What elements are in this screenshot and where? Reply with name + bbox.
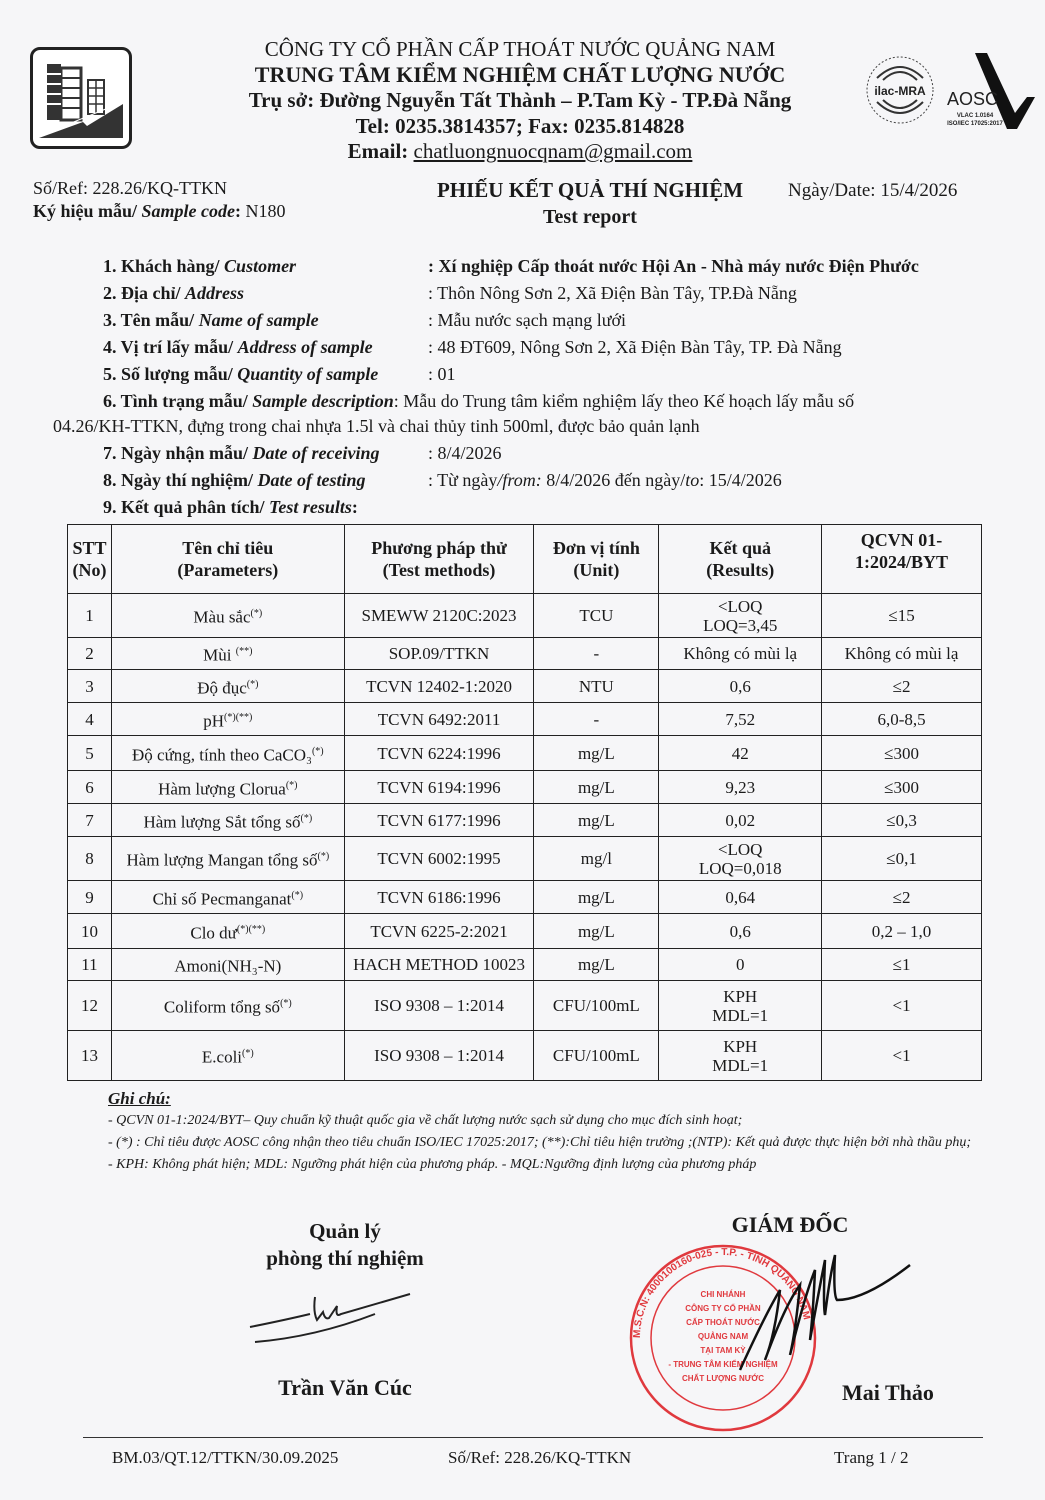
footer-form-code: BM.03/QT.12/TTKN/30.09.2025 (112, 1448, 339, 1467)
cell-method: TCVN 6194:1996 (344, 771, 534, 804)
info-label-receiving-date: 7. Ngày nhận mẫu/ Date of receiving (103, 443, 380, 463)
footer-page-number: Trang 1 / 2 (834, 1448, 909, 1467)
footer-divider (83, 1437, 983, 1438)
cell-parameter: Amoni(NH₃-N) (111, 949, 344, 981)
cell-no: 13 (68, 1031, 112, 1081)
cell-result: 0,6 (659, 914, 822, 949)
info-value-address: : Thôn Nông Sơn 2, Xã Điện Bàn Tây, TP.Đà Nẵng (428, 283, 797, 303)
info-value-sample-name: : Mẫu nước sạch mạng lưới (428, 310, 627, 330)
cell-parameter: Hàm lượng Clorua(*) (111, 771, 344, 804)
table-row (68, 914, 982, 949)
table-row (68, 670, 982, 703)
info-row-description (103, 391, 854, 412)
table-row (68, 736, 982, 771)
info-label-sample-name: 3. Tên mẫu/ Name of sample (103, 310, 319, 330)
cell-limit: Không có mùi lạ (822, 638, 982, 670)
sample-code-value: N180 (245, 201, 286, 221)
cell-method: ISO 9308 – 1:2014 (344, 981, 534, 1031)
ilac-mra-icon (865, 50, 935, 130)
cell-unit: mg/L (534, 771, 659, 804)
building-logo-icon (33, 50, 129, 146)
email-line (200, 139, 840, 164)
cell-parameter: Màu sắc(*) (111, 594, 344, 638)
info-value-description: : Mẫu do Trung tâm kiểm nghiệm lấy theo Kế hoạch lấy mẫu số (393, 391, 855, 411)
cell-no: 6 (68, 771, 112, 804)
cell-result: KPH MDL=1 (659, 981, 822, 1031)
cell-unit: mg/l (534, 837, 659, 881)
table-row (68, 771, 982, 804)
sample-code-label-en: Sample code (141, 201, 236, 221)
email-link[interactable]: chatluongnuocqnam@gmail.com (413, 139, 693, 163)
lab-manager-title (230, 1218, 460, 1272)
notes-heading: Ghi chú: (108, 1089, 171, 1108)
cell-unit: - (534, 638, 659, 670)
info-value-customer: : Xí nghiệp Cấp thoát nước Hội An - Nhà máy nước Điện Phước (428, 256, 919, 276)
cell-result: Không có mùi lạ (659, 638, 822, 670)
cell-result: 0,64 (659, 881, 822, 914)
table-header-row (68, 525, 982, 594)
report-title: PHIẾU KẾT QUẢ THÍ NGHIỆM (436, 178, 744, 202)
cell-no: 1 (68, 594, 112, 638)
info-label-description: 6. Tình trạng mẫu/ Sample description (103, 391, 394, 411)
cell-limit: ≤2 (822, 670, 982, 703)
company-name: CÔNG TY CỔ PHẦN CẤP THOÁT NƯỚC QUẢNG NAM (264, 37, 776, 61)
col-header-unit: Đơn vị tính (Unit) (534, 525, 659, 594)
cell-method: HACH METHOD 10023 (344, 949, 534, 981)
cell-limit: <1 (822, 981, 982, 1031)
cell-no: 9 (68, 881, 112, 914)
cell-no: 10 (68, 914, 112, 949)
info-label-address: 2. Địa chỉ/ Address (103, 283, 245, 303)
stamp-line: TẠI TAM KỲ (700, 1346, 746, 1355)
cell-unit: TCU (534, 594, 659, 638)
cell-no: 8 (68, 837, 112, 881)
cell-limit: ≤2 (822, 881, 982, 914)
results-table (67, 524, 982, 1081)
cell-no: 2 (68, 638, 112, 670)
cell-limit: ≤0,1 (822, 837, 982, 881)
aosc-logo (945, 45, 1035, 135)
info-value-receiving-date: : 8/4/2026 (428, 443, 502, 463)
director-title: GIÁM ĐỐC (731, 1212, 849, 1237)
cell-limit: ≤300 (822, 736, 982, 771)
lab-manager-title-1: Quản lý (309, 1219, 381, 1243)
cell-method: TCVN 6177:1996 (344, 804, 534, 837)
cell-parameter: E.coli(*) (111, 1031, 344, 1081)
cell-limit: ≤1 (822, 949, 982, 981)
cell-limit: 6,0-8,5 (822, 703, 982, 736)
cell-parameter: Chỉ số Pecmanganat(*) (111, 881, 344, 914)
note-line: - (*) : Chỉ tiêu được AOSC công nhận theo tiêu chuẩn ISO/IEC 17025:2017; (**):Chỉ tiêu hiện trường ;(NTP): Kết quả được thực hiện bởi nhà thầu phụ; (108, 1135, 972, 1150)
col-header-standard: QCVN 01- 1:2024/BYT (822, 525, 982, 594)
cell-result: 0,6 (659, 670, 822, 703)
notes-section (108, 1088, 1008, 1176)
table-row (68, 881, 982, 914)
cell-result: 0,02 (659, 804, 822, 837)
cell-parameter: Độ cứng, tính theo CaCO₃(*) (111, 736, 344, 771)
cell-method: TCVN 6225-2:2021 (344, 914, 534, 949)
table-row (68, 1031, 982, 1081)
cell-unit: - (534, 703, 659, 736)
cell-result: 9,23 (659, 771, 822, 804)
info-value-description-cont: 04.26/KH-TTKN, đựng trong chai nhựa 1.5l và chai thủy tinh 500ml, được bảo quản lạnh (53, 416, 700, 436)
cell-parameter: Độ đục(*) (111, 670, 344, 703)
cell-unit: mg/L (534, 914, 659, 949)
email-label: Email: (347, 139, 409, 163)
cell-no: 4 (68, 703, 112, 736)
sample-code: Ký hiệu mẫu/ Sample code: N180 (33, 201, 286, 221)
note-line: - QCVN 01-1:2024/BYT– Quy chuẩn kỹ thuật quốc gia về chất lượng nước sạch sử dụng cho mục đích sinh hoạt; (108, 1113, 743, 1128)
iso-text: ISO/IEC 17025:2017 (947, 121, 1003, 127)
col-header-results: Kết quả (Results) (659, 525, 822, 594)
info-label-quantity: 5. Số lượng mẫu/ Quantity of sample (103, 364, 379, 384)
cell-unit: CFU/100mL (534, 1031, 659, 1081)
cell-unit: mg/L (534, 949, 659, 981)
aosc-text: AOSC (947, 89, 999, 109)
stamp-line: CÔNG TY CỔ PHẦN (685, 1304, 761, 1313)
phone-fax: Tel: 0235.3814357; Fax: 0235.814828 (355, 114, 685, 138)
cell-limit: ≤15 (822, 594, 982, 638)
info-label-test-results: 9. Kết quả phân tích/ Test results: (103, 497, 358, 517)
cell-limit: ≤300 (822, 771, 982, 804)
table-row (68, 949, 982, 981)
info-value-testing-date: : Từ ngày/from: 8/4/2026 đến ngày/to: 15/4/2026 (428, 470, 782, 490)
cell-method: TCVN 6002:1995 (344, 837, 534, 881)
cell-unit: mg/L (534, 736, 659, 771)
center-name: TRUNG TÂM KIỂM NGHIỆM CHẤT LƯỢNG NƯỚC (254, 62, 786, 87)
note-line: - KPH: Không phát hiện; MDL: Ngưỡng phát hiện của phương pháp. - MQL:Ngưỡng định lượng của phương pháp (108, 1157, 757, 1172)
col-header-no: STT (No) (68, 525, 112, 594)
info-label-customer: 1. Khách hàng/ Customer (103, 256, 297, 276)
stamp-line: - TRUNG TÂM KIỂM NGHIỆM (668, 1360, 778, 1369)
cell-parameter: Hàm lượng Mangan tổng số(*) (111, 837, 344, 881)
cell-method: SOP.09/TTKN (344, 638, 534, 670)
cell-method: SMEWW 2120C:2023 (344, 594, 534, 638)
lab-manager-name: Trần Văn Cúc (278, 1375, 412, 1400)
cell-result: 42 (659, 736, 822, 771)
cell-parameter: Mùi (**) (111, 638, 344, 670)
cell-method: ISO 9308 – 1:2014 (344, 1031, 534, 1081)
cell-method: TCVN 6224:1996 (344, 736, 534, 771)
cell-unit: CFU/100mL (534, 981, 659, 1031)
cell-unit: mg/L (534, 881, 659, 914)
office-address: Trụ sở: Đường Nguyễn Tất Thành – P.Tam Kỳ - TP.Đà Nẵng (248, 88, 792, 112)
lab-manager-title-2: phòng thí nghiệm (266, 1246, 424, 1270)
cell-result: 7,52 (659, 703, 822, 736)
cell-unit: mg/L (534, 804, 659, 837)
cell-method: TCVN 12402-1:2020 (344, 670, 534, 703)
cell-parameter: Hàm lượng Sắt tổng số(*) (111, 804, 344, 837)
cell-method: TCVN 6492:2011 (344, 703, 534, 736)
info-value-quantity: : 01 (428, 364, 456, 384)
director-name: Mai Thảo (842, 1380, 934, 1405)
cell-no: 11 (68, 949, 112, 981)
cell-limit: ≤0,3 (822, 804, 982, 837)
stamp-ring-text: M.S.C.N: 4000100160-025 - T.P. - TỈNH QUẢNG NAM (631, 1246, 812, 1339)
table-row (68, 703, 982, 736)
col-header-methods: Phương pháp thử (Test methods) (344, 525, 534, 594)
stamp-line: QUẢNG NAM (697, 1332, 749, 1341)
info-label-testing-date: 8. Ngày thí nghiệm/ Date of testing (103, 470, 366, 490)
table-row (68, 594, 982, 638)
report-title-en: Test report (543, 206, 637, 228)
table-row (68, 837, 982, 881)
sample-code-label: Ký hiệu mẫu/ (33, 201, 138, 221)
table-row (68, 981, 982, 1031)
info-label-sample-address: 4. Vị trí lấy mẫu/ Address of sample (103, 337, 373, 357)
table-row (68, 638, 982, 670)
cell-result: 0 (659, 949, 822, 981)
col-header-parameters: Tên chỉ tiêu (Parameters) (111, 525, 344, 594)
cell-parameter: pH(*)(**) (111, 703, 344, 736)
cell-unit: NTU (534, 670, 659, 703)
cell-no: 12 (68, 981, 112, 1031)
director-signature-icon (725, 1245, 915, 1375)
cell-no: 3 (68, 670, 112, 703)
stamp-line: CHI NHÁNH (700, 1290, 746, 1299)
cell-parameter: Clo dư(*)(**) (111, 914, 344, 949)
cell-method: TCVN 6186:1996 (344, 881, 534, 914)
report-date: Ngày/Date: 15/4/2026 (788, 180, 958, 201)
cell-parameter: Coliform tổng số(*) (111, 981, 344, 1031)
company-logo (30, 47, 132, 149)
cell-result: <LOQ LOQ=0,018 (659, 837, 822, 881)
footer-ref: Số/Ref: 228.26/KQ-TTKN (448, 1448, 632, 1467)
cell-no: 5 (68, 736, 112, 771)
stamp-line: CHẤT LƯỢNG NƯỚC (681, 1374, 765, 1383)
cell-limit: <1 (822, 1031, 982, 1081)
ilac-mra-logo (865, 50, 935, 130)
reference-number: Số/Ref: 228.26/KQ-TTKN (33, 178, 227, 198)
ilac-text: ilac-MRA (874, 84, 926, 98)
cell-limit: 0,2 – 1,0 (822, 914, 982, 949)
aosc-icon (945, 45, 1035, 135)
cell-result: <LOQ LOQ=3,45 (659, 594, 822, 638)
vlac-text: VLAC 1.0164 (956, 113, 994, 119)
lab-manager-signature-icon (245, 1292, 420, 1352)
table-row (68, 804, 982, 837)
cell-result: KPH MDL=1 (659, 1031, 822, 1081)
stamp-line: CẤP THOÁT NƯỚC (686, 1318, 760, 1327)
cell-no: 7 (68, 804, 112, 837)
info-value-sample-address: : 48 ĐT609, Nông Sơn 2, Xã Điện Bàn Tây, TP. Đà Nẵng (428, 337, 842, 357)
